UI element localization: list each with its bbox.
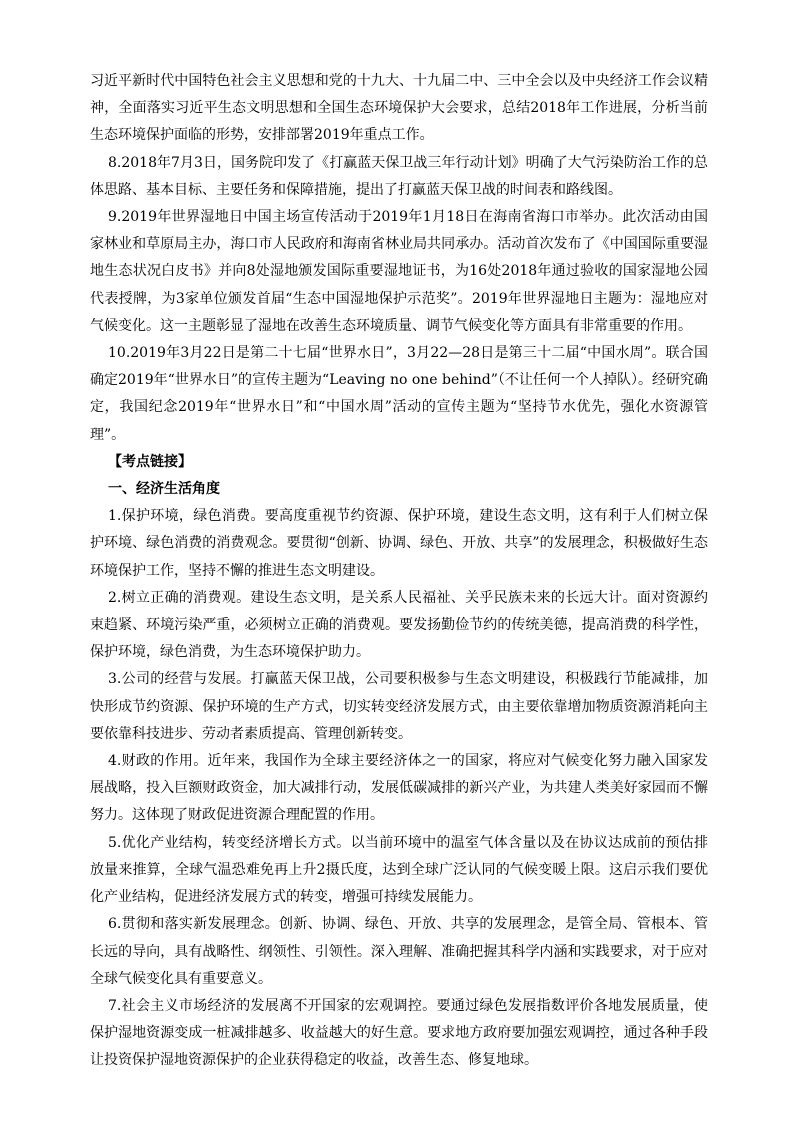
paragraph-point-7: 7.社会主义市场经济的发展离不开国家的宏观调控。要通过绿色发展指数评价各地发展质量，使保护湿地资源变成一桩减排越多、收益越大的好生意。要求地方政府要加强宏观调控，通过各种手段让投资保护湿地资源保护的企业获得稳定的收益，改善生态、修复地球。 bbox=[90, 997, 708, 1069]
document-body bbox=[90, 68, 708, 1075]
paragraph-item-8: 8.2018年7月3日，国务院印发了《打赢蓝天保卫战三年行动计划》明确了大气污染防治工作的总体思路、基本目标、主要任务和保障措施，提出了打赢蓝天保卫战的时间表和路线图。 bbox=[90, 154, 708, 198]
paragraph-point-1: 1.保护环境，绿色消费。要高度重视节约资源、保护环境，建设生态文明，这有利于人们树立保护环境、绿色消费的消费观念。要贯彻“创新、协调、绿色、开放、共享”的发展理念，积极做好生态环境保护工作，坚持不懈的推进生态文明建设。 bbox=[90, 508, 708, 579]
paragraph-point-2: 2.树立正确的消费观。建设生态文明，是关系人民福祉、关乎民族未来的长远大计。面对资源约束趋紧、环境污染严重，必须树立正确的消费观。要发扬勤俭节约的传统美德，提高消费的科学性，保护环境，绿色消费，为生态环境保护助力。 bbox=[90, 589, 708, 661]
paragraph-intro-continued: 习近平新时代中国特色社会主义思想和党的十九大、十九届二中、三中全会以及中央经济工作会议精神，全面落实习近平生态文明思想和全国生态环境保护大会要求，总结2018年工作进展，分析当前生态环境保护面临的形势，安排部署2019年重点工作。 bbox=[90, 73, 708, 144]
paragraph-point-5: 5.优化产业结构，转变经济增长方式。以当前环境中的温室气体含量以及在协议达成前的预估排放量来推算，全球气温恐难免再上升2摄氏度，达到全球广泛认同的气候变暖上限。这启示我们要优化产业结构，促进经济发展方式的转变，增强可持续发展能力。 bbox=[90, 834, 708, 906]
paragraph-item-10: 10.2019年3月22日是第二十七届“世界水日”，3月22—28日是第三十二届“中国水周”。联合国确定2019年“世界水日”的宣传主题为“Leaving no one behind”（不让任何一个人掉队）。经研究确定，我国纪念2019年“世界水日”和“中国水周”活动的宣传主题为“坚持节水优先，强化水资源管理”。 bbox=[90, 345, 708, 443]
subsection-heading-economic: 一、经济生活角度 bbox=[108, 481, 220, 498]
paragraph-point-6: 6.贯彻和落实新发展理念。创新、协调、绿色、开放、共享的发展理念，是管全局、管根本、管长远的导向，具有战略性、纲领性、引领性。深入理解、准确把握其科学内涵和实践要求，对于应对全球气候变化具有重要意义。 bbox=[90, 916, 708, 987]
paragraph-point-4: 4.财政的作用。近年来，我国作为全球主要经济体之一的国家，将应对气候变化努力融入国家发展战略，投入巨额财政资金，加大减排行动，发展低碳减排的新兴产业，为共建人类美好家园而不懈努力。这体现了财政促进资源合理配置的作用。 bbox=[90, 753, 708, 824]
section-heading-kaodian: 【考点链接】 bbox=[108, 453, 192, 470]
paragraph-item-9: 9.2019年世界湿地日中国主场宣传活动于2019年1月18日在海南省海口市举办。此次活动由国家林业和草原局主办，海口市人民政府和海南省林业局共同承办。活动首次发布了《中国国际重要湿地生态状况白皮书》并向8处湿地颁发国际重要湿地证书，为16处2018年通过验收的国家湿地公园代表授牌，为3家单位颁发首届“生态中国湿地保护示范奖”。2019年世界湿地日主题为：湿地应对气候变化。这一主题彰显了湿地在改善生态环境质量、调节气候变化等方面具有非常重要的作用。 bbox=[90, 209, 708, 334]
paragraph-point-3: 3.公司的经营与发展。打赢蓝天保卫战，公司要积极参与生态文明建设，积极践行节能减排，加快形成节约资源、保护环境的生产方式，切实转变经济发展方式，由主要依靠增加物质资源消耗向主要依靠科技进步、劳动者素质提高、管理创新转变。 bbox=[90, 671, 708, 742]
